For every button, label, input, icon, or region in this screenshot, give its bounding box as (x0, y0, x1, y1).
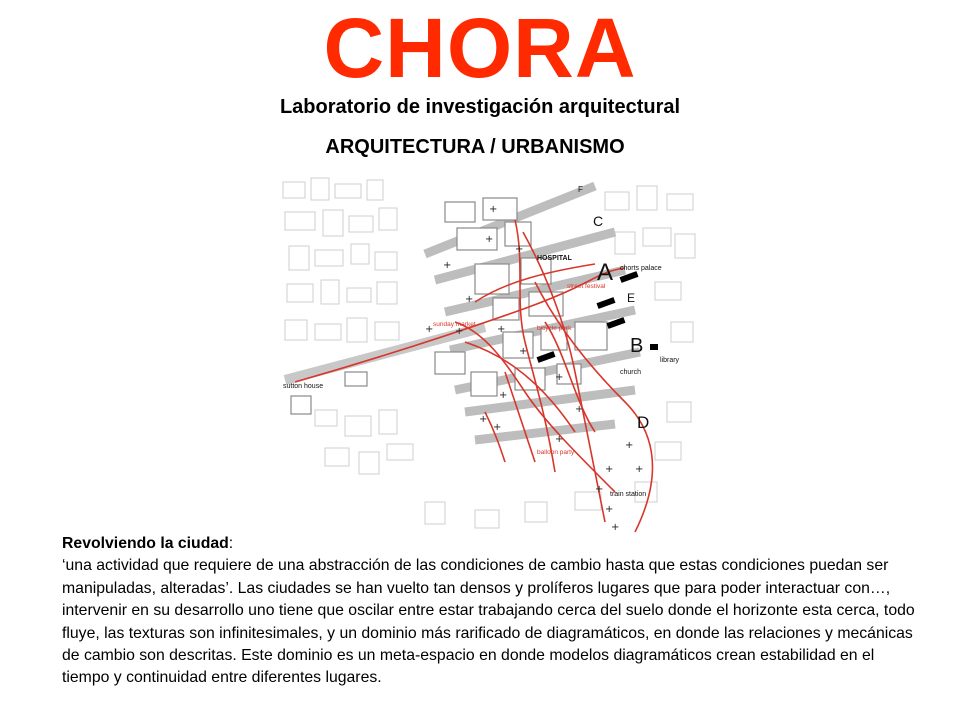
event-label-sunday-market: sunday market (433, 321, 476, 328)
svg-text:+: + (443, 260, 452, 271)
svg-text:+: + (499, 390, 508, 401)
zone-label-b: B (630, 335, 644, 357)
lab-subtitle: Laboratorio de investigación arquitectural (279, 96, 681, 118)
zone-label-c: C (593, 213, 604, 229)
svg-text:+: + (519, 346, 528, 357)
event-label-bicycle-park: bicycle park (537, 325, 572, 332)
place-label-hospital: HOSPITAL (537, 255, 572, 262)
body-text (62, 533, 922, 690)
svg-text:+: + (605, 504, 614, 515)
place-label-sutton-house: sutton house (283, 383, 324, 390)
event-label-balloon-party: balloon party (537, 449, 575, 456)
body-paragraph: ‘una actividad que requiere de una abstracción de las condiciones de cambio hasta que estas condiciones puedan ser manipuladas, alteradas’. Las ciudades se han vuelto tan densos y prolíferos lugares que para poder interactuar con…, intervenir en su desarrollo uno tiene que oscilar entre estar trabajando cerca del suelo donde el horizonte esta cerca, todo fluye, las texturas son infinitesimales, y un dominio más rarificado de diagramáticos, en donde las relaciones y mecánicas de cambio son descritas. Este dominio es un meta-espacio en donde modelos diagramáticos crean estabilidad en el tiempo y continuidad entre diferentes lugares. (62, 557, 915, 687)
place-label-chorts-palace: chorts palace (620, 265, 662, 272)
svg-text:+: + (555, 372, 564, 383)
svg-text:+: + (485, 234, 494, 245)
svg-text:+: + (493, 422, 502, 433)
place-label-church: church (620, 369, 642, 376)
svg-text:+: + (479, 414, 488, 425)
zone-label-a: A (597, 259, 614, 286)
event-label-street-festival: street festival (567, 283, 606, 290)
zone-label-f: F (578, 185, 583, 194)
svg-text:+: + (489, 204, 498, 215)
section-heading-colon: : (228, 535, 234, 552)
svg-text:+: + (575, 404, 584, 415)
svg-text:+: + (497, 324, 506, 335)
svg-text:+: + (455, 326, 464, 337)
brand-title: CHORA (323, 1, 637, 95)
svg-text:+: + (625, 440, 634, 451)
section-heading: Revolviendo la ciudad (62, 535, 229, 552)
svg-text:+: + (605, 464, 614, 475)
svg-text:+: + (595, 484, 604, 495)
svg-text:+: + (635, 464, 644, 475)
urban-diagram-map (275, 172, 705, 542)
place-label-train-station: train station (610, 491, 647, 498)
svg-text:+: + (515, 244, 524, 255)
zone-label-e: E (627, 291, 636, 305)
svg-text:+: + (611, 522, 620, 533)
svg-text:+: + (425, 324, 434, 335)
zone-label-d: D (637, 413, 650, 432)
discipline-title: ARQUITECTURA / URBANISMO (325, 136, 625, 158)
svg-text:+: + (465, 294, 474, 305)
svg-text:+: + (555, 434, 564, 445)
place-label-library: library (660, 357, 680, 364)
